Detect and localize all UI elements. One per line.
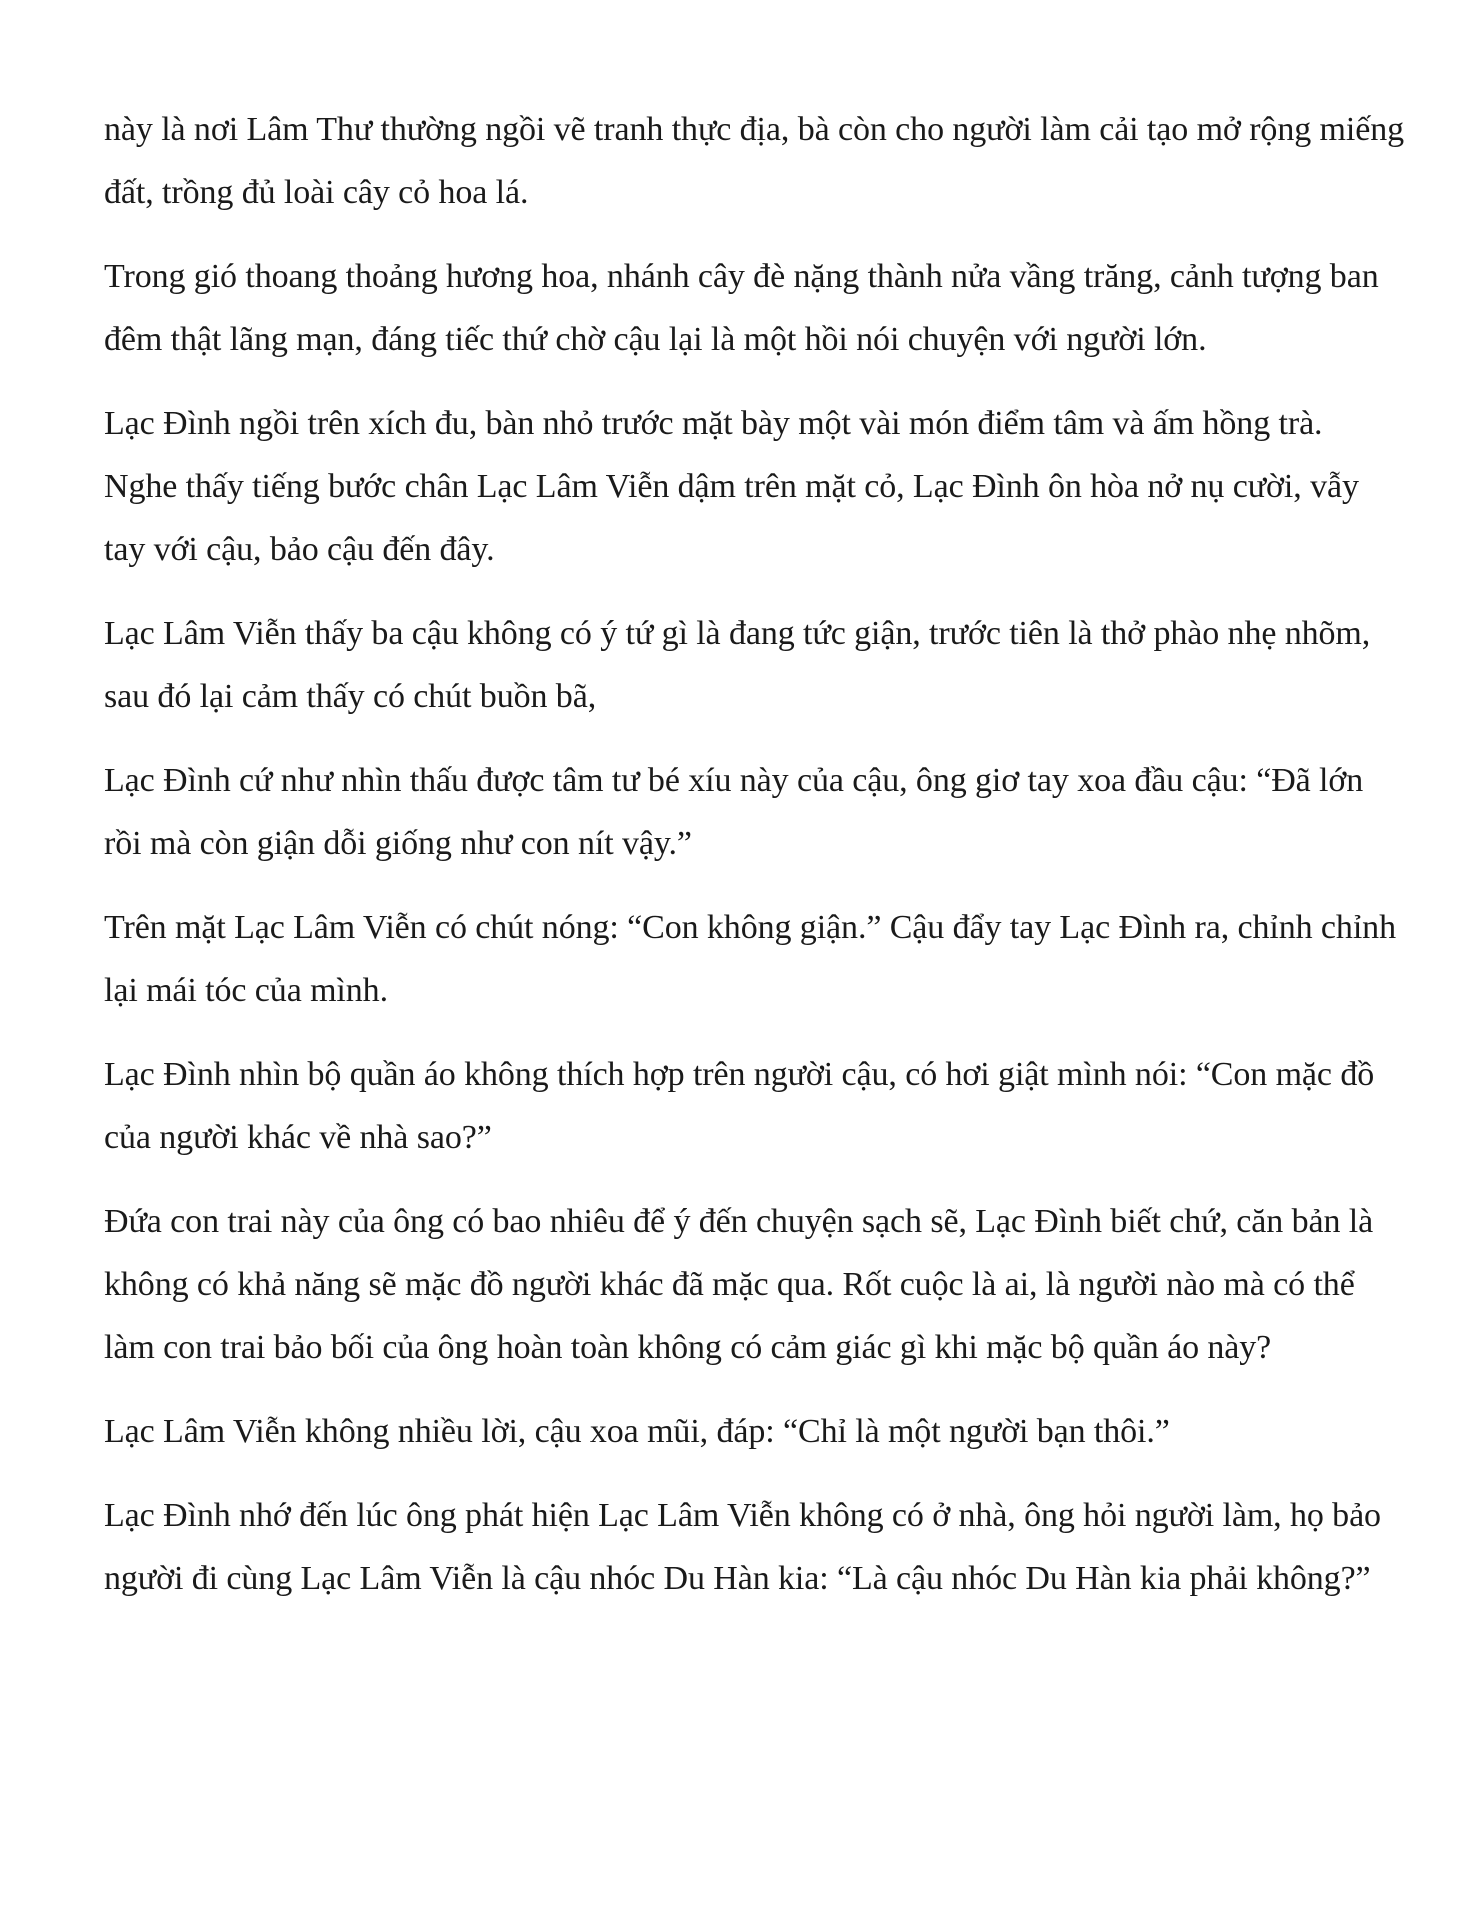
paragraph-5: Lạc Đình cứ như nhìn thấu được tâm tư bé xíu này của cậu, ông giơ tay xoa đầu cậu: “Đã lớn rồi mà còn giận dỗi giống như con nít vậy.” [104, 762, 1364, 862]
paragraph-4: Lạc Lâm Viễn thấy ba cậu không có ý tứ gì là đang tức giận, trước tiên là thở phào nhẹ nhõm, sau đó lại cảm thấy có chút buồn bã, [104, 615, 1371, 715]
paragraph-9: Lạc Lâm Viễn không nhiều lời, cậu xoa mũi, đáp: “Chỉ là một người bạn thôi.” [104, 1413, 1170, 1450]
paragraph-7: Lạc Đình nhìn bộ quần áo không thích hợp trên người cậu, có hơi giật mình nói: “Con mặc đồ của người khác về nhà sao?” [104, 1056, 1375, 1156]
paragraph-1: này là nơi Lâm Thư thường ngồi vẽ tranh thực địa, bà còn cho người làm cải tạo mở rộng miếng đất, trồng đủ loài cây cỏ hoa lá. [104, 111, 1404, 211]
paragraph-6: Trên mặt Lạc Lâm Viễn có chút nóng: “Con không giận.” Cậu đẩy tay Lạc Đình ra, chỉnh chỉnh lại mái tóc của mình. [104, 909, 1396, 1009]
paragraph-2: Trong gió thoang thoảng hương hoa, nhánh cây đè nặng thành nửa vầng trăng, cảnh tượng ban đêm thật lãng mạn, đáng tiếc thứ chờ cậu lại là một hồi nói chuyện với người lớn. [104, 258, 1379, 358]
paragraph-3: Lạc Đình ngồi trên xích đu, bàn nhỏ trước mặt bày một vài món điểm tâm và ấm hồng trà. Nghe thấy tiếng bước chân Lạc Lâm Viễn dậm trên mặt cỏ, Lạc Đình ôn hòa nở nụ cười, vẫy tay với cậu, bảo cậu đến đây. [104, 405, 1359, 568]
document-page [104, 98, 1404, 1631]
paragraph-10: Lạc Đình nhớ đến lúc ông phát hiện Lạc Lâm Viễn không có ở nhà, ông hỏi người làm, họ bảo người đi cùng Lạc Lâm Viễn là cậu nhóc Du Hàn kia: “Là cậu nhóc Du Hàn kia phải không?” [104, 1497, 1381, 1597]
paragraph-8: Đứa con trai này của ông có bao nhiêu để ý đến chuyện sạch sẽ, Lạc Đình biết chứ, căn bản là không có khả năng sẽ mặc đồ người khác đã mặc qua. Rốt cuộc là ai, là người nào mà có thể làm con trai bảo bối của ông hoàn toàn không có cảm giác gì khi mặc bộ quần áo này? [104, 1203, 1374, 1366]
